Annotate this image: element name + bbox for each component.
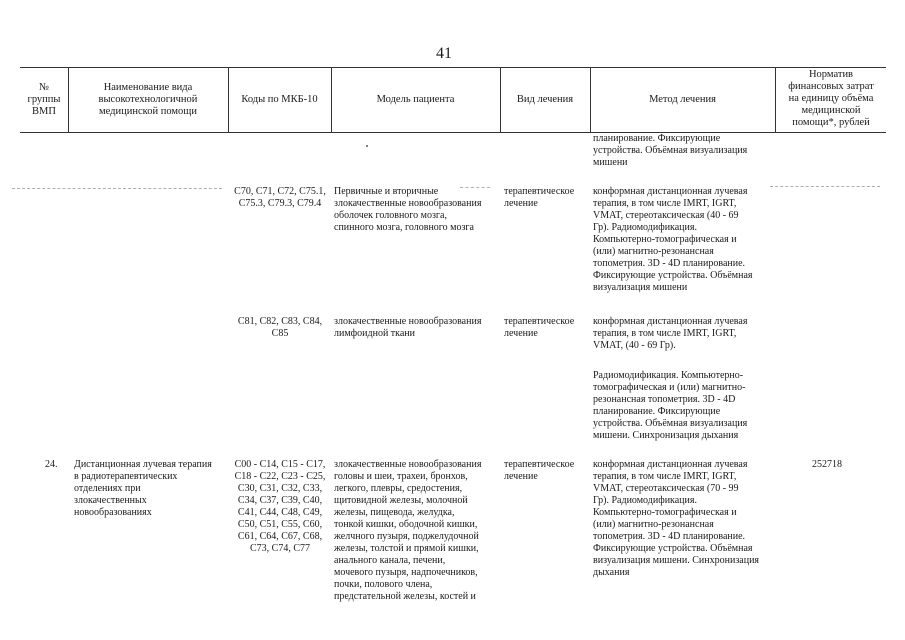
row-method: конформная дистанционная лучевая терапия, в том числе IMRT, IGRT, VMAT, (40 - 69 Гр). [593,316,748,351]
row-codes: C70, C71, C72, C75.1, C75.3, C79.3, C79.4 [234,186,326,209]
scan-noise [770,186,880,188]
row-patient-model: Первичные и вторичные злокачественные новообразования оболочек головного мозга, спинного мозга, головного мозга [334,186,482,233]
row-care-type-name: Дистанционная лучевая терапия в радиотерапевтических отделениях при злокачественных новообразованиях [74,459,212,518]
column-divider [331,67,332,132]
header-codes: Коды по МКБ-10 [241,94,318,105]
row-group-number: 24. [45,459,58,470]
row-method-continued: Радиомодификация. Компьютерно- томографическая и (или) магнитно- резонансная топометрия. 3D - 4D планирование. Фиксирующие устройства. Объёмная визуализация мишени. Синхронизация дыхания [593,370,748,441]
header-group: № группы ВМП [27,82,61,117]
continued-method-text: планирование. Фиксирующие устройства. Объёмная визуализация мишени [593,133,748,168]
row-method: конформная дистанционная лучевая терапия, в том числе IMRT, IGRT, VMAT, стереотаксическая (40 - 69 Гр). Радиомодификация. Компьютерно-томографическая и (или) магнитно-резонансная топометрия. 3D - 4D планирование. Фиксирующие устройства. Объёмная визуализация мишени [593,186,753,293]
header-norm: Норматив финансовых затрат на единицу объёма медицинской помощи*, рублей [788,69,874,128]
column-divider [775,67,776,132]
column-divider [500,67,501,132]
scan-noise [12,188,222,190]
scan-speck [366,145,368,147]
row-treatment-type: терапевтическое лечение [504,459,575,482]
row-treatment-type: терапевтическое лечение [504,316,575,339]
header-name: Наименование вида высокотехнологичной медицинской помощи [98,82,198,117]
row-patient-model: злокачественные новообразования лимфоидной ткани [334,316,482,339]
row-patient-model: злокачественные новообразования головы и шеи, трахеи, бронхов, легкого, плевры, средостения, щитовидной железы, молочной железы, пищевода, желудка, тонкой кишки, ободочной кишки, желчного пузыря, поджелудочной железы, толстой и прямой кишки, анального канала, печени, мочевого пузыря, надпочечников, почки, полового члена, предстательной железы, костей и [334,459,482,602]
page-number: 41 [436,45,452,62]
table-top-border [20,67,886,68]
column-divider [590,67,591,132]
header-type: Вид лечения [516,94,574,105]
column-divider [228,67,229,132]
row-codes: C00 - C14, C15 - C17, C18 - C22, C23 - C25, C30, C31, C32, C33, C34, C37, C39, C40, C41, C44, C48, C49, C50, C51, C55, C60, C61, C64, C67, C68, C73, C74, C77 [234,459,326,554]
row-codes: C81, C82, C83, C84, C85 [237,316,323,339]
header-method: Метод лечения [649,94,716,105]
column-divider [68,67,69,132]
row-treatment-type: терапевтическое лечение [504,186,575,209]
row-cost-norm: 252718 [812,459,842,470]
header-model: Модель пациента [376,94,455,105]
row-method: конформная дистанционная лучевая терапия, в том числе IMRT, IGRT, VMAT, стереотаксическая (70 - 99 Гр). Радиомодификация. Компьютерно-томографическая и (или) магнитно-резонансная топометрия. 3D - 4D планирование. Фиксирующие устройства. Объёмная визуализация мишени. Синхронизация дыхания [593,459,760,578]
